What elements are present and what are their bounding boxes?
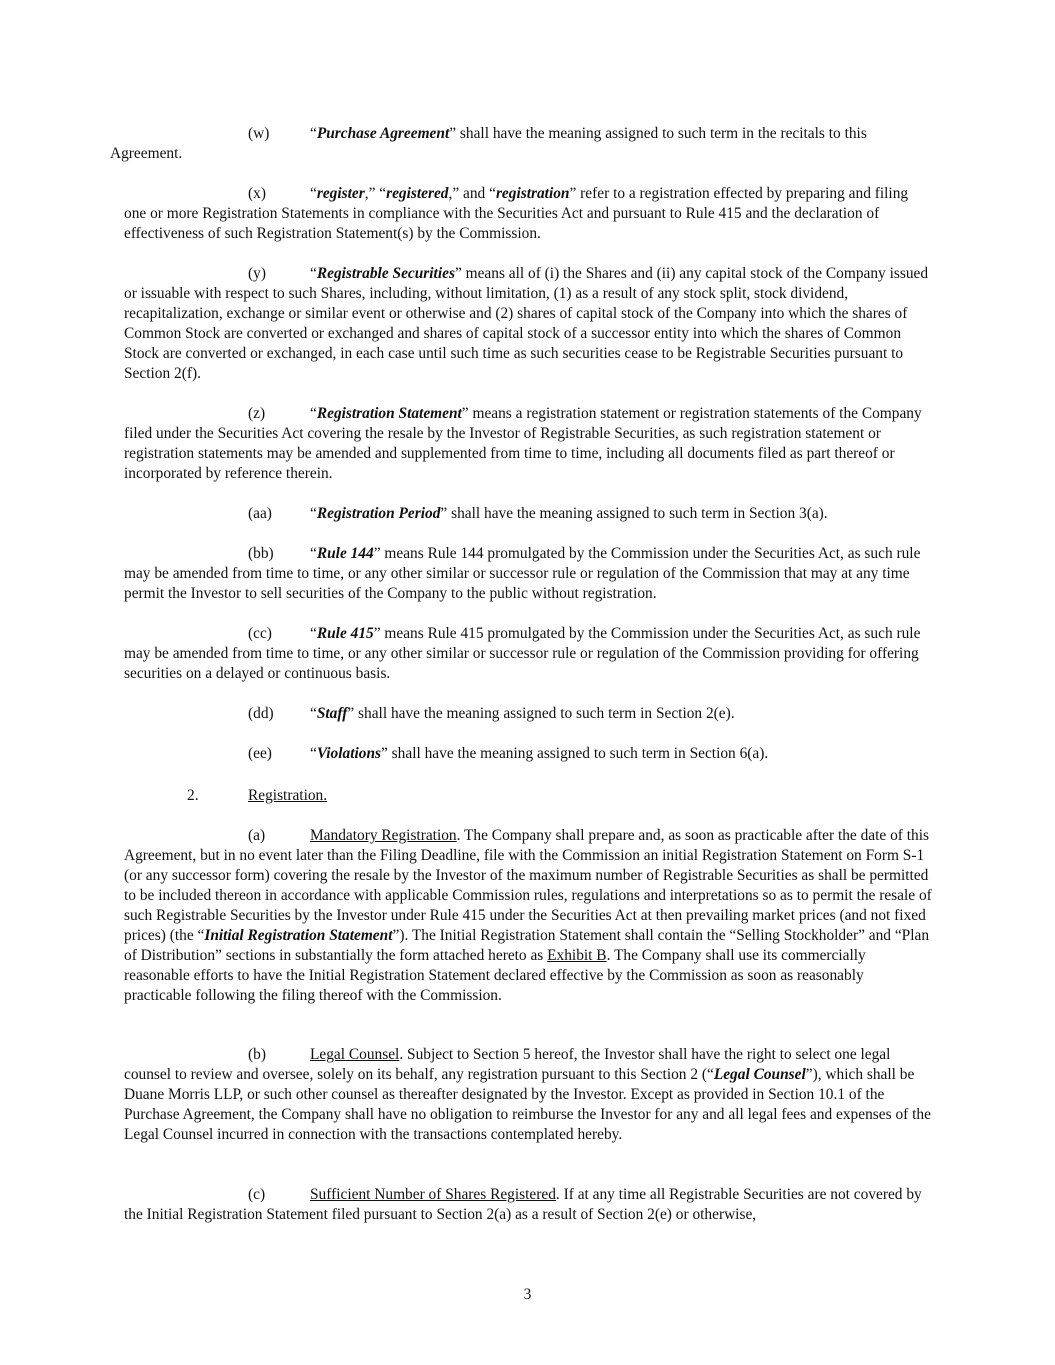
definition-text: ” refer to a registration effected by preparing and filing one or more Registration Statements in compliance with the Securities Act and pursuant to Rule 415 and the declaration of effectiveness of such Registration Statement(s) by the Commission. — [124, 185, 909, 242]
definition-text: ” shall have the meaning assigned to such term in Section 3(a). — [440, 505, 828, 522]
definition-w: (w) “Purchase Agreement” shall have the meaning assigned to such term in the recitals to this Agreement. — [110, 125, 867, 162]
term-separator: ,” and “ — [448, 185, 496, 202]
defined-term: registration — [495, 185, 570, 202]
definition-cc: (cc) “Rule 415” means Rule 415 promulgated by the Commission under the Securities Act, as such rule may be amended from time to time, or any other similar or successor rule or regulation of the Commission providing for offering securities on a delayed or continuous basis. — [124, 625, 921, 682]
page-number: 3 — [523, 1286, 532, 1303]
subsection-text: . The Company shall use its commercially reasonable efforts to have the Initial Registration Statement declared effective by the Commission as soon as reasonably practicable following the filing thereof with the Commission. — [124, 947, 866, 1004]
defined-term: Initial Registration Statement — [204, 927, 393, 944]
definition-label: (cc) — [248, 625, 272, 642]
defined-term: Registration Period — [316, 505, 441, 522]
subsection-text: . If at any time all Registrable Securities are not covered by the Initial Registration Statement filed pursuant to Section 2(a) as a result of Section 2(e) or otherwise, — [124, 1186, 922, 1223]
definition-text: ” shall have the meaning assigned to such term in Section 6(a). — [381, 745, 769, 762]
subsection-text: . The Company shall prepare and, as soon as practicable after the date of this Agreement, but in no event later than the Filing Deadline, file with the Commission an initial Registration Statement on Form S-1 (or any successor form) covering the resale by the Investor of the maximum number of Registrable Securities as shall be permitted to be included thereon in accordance with applicable Commission rules, regulations and interpretations so as to permit the resale of such Registrable Securities by the Investor under Rule 415 under the Securities Act at then prevailing market prices (and not fixed prices) (the “ — [124, 827, 932, 944]
defined-term: Registrable Securities — [316, 265, 455, 282]
subsection-heading: Sufficient Number of Shares Registered — [310, 1186, 556, 1203]
definition-text: ” means all of (i) the Shares and (ii) any capital stock of the Company issued or issuable with respect to such Shares, including, without limitation, (1) as a result of any stock split, stock dividend, recapitalization, exchange or similar event or otherwise and (2) shares of capital stock of the Company into which the shares of Common Stock are converted or exchanged and shares of capital stock of a successor entity into which the shares of Common Stock are converted or exchanged, in each case until such time as such securities cease to be Registrable Securities pursuant to Section 2(f). — [124, 265, 929, 382]
definition-text: ” means Rule 415 promulgated by the Commission under the Securities Act, as such rule may be amended from time to time, or any other similar or successor rule or regulation of the Commission providing for offering securities on a delayed or continuous basis. — [124, 625, 921, 682]
subsection-label: (c) — [248, 1186, 266, 1203]
defined-term: Violations — [316, 745, 381, 762]
section-heading — [187, 786, 327, 806]
definition-y: (y) “Registrable Securities” means all of (i) the Shares and (ii) any capital stock of the Company issued or issuable with respect to such Shares, including, without limitation, (1) as a result of any stock split, stock dividend, recapitalization, exchange or similar event or otherwise and (2) shares of capital stock of the Company into which the shares of Common Stock are converted or exchanged and shares of capital stock of a successor entity into which the shares of Common Stock are converted or exchanged, in each case until such time as such securities cease to be Registrable Securities pursuant to Section 2(f). — [124, 265, 929, 382]
defined-term: Rule 415 — [316, 625, 374, 642]
definition-label: (z) — [248, 405, 266, 422]
defined-term: Rule 144 — [316, 545, 374, 562]
subsection-a — [124, 826, 932, 1006]
definition-text: ” means a registration statement or registration statements of the Company filed under the Securities Act covering the resale by the Investor of Registrable Securities, as such registration statement or registration statements may be amended and supplemented from time to time, including all documents filed as part thereof or incorporated by reference therein. — [124, 405, 922, 482]
definition-label: (y) — [248, 265, 266, 282]
defined-term: register — [316, 185, 365, 202]
definition-dd: (dd) “Staff” shall have the meaning assigned to such term in Section 2(e). — [248, 705, 735, 722]
subsection-heading: Mandatory Registration — [310, 827, 457, 844]
subsection-b — [124, 1045, 932, 1145]
subsection-text: ”). The Initial Registration Statement shall contain the “Selling Stockholder” and “Plan of Distribution” sections in substantially the form attached hereto as — [124, 927, 930, 964]
term-separator: ,” “ — [364, 185, 387, 202]
definition-label: (bb) — [248, 545, 274, 562]
subsection-text: . Subject to Section 5 hereof, the Investor shall have the right to select one legal counsel to review and oversee, solely on its behalf, any registration pursuant to this Section 2 (“ — [124, 1046, 891, 1083]
subsection-text: ”), which shall be Duane Morris LLP, or such other counsel as thereafter designated by the Investor. Except as provided in Section 10.1 of the Purchase Agreement, the Company shall have no obligation to reimburse the Investor for any and all legal fees and expenses of the Legal Counsel incurred in connection with the transactions contemplated hereby. — [124, 1066, 931, 1143]
definition-bb: (bb) “Rule 144” means Rule 144 promulgated by the Commission under the Securities Act, as such rule may be amended from time to time, or any other similar or successor rule or regulation of the Commission that may at any time permit the Investor to sell securities of the Company to the public without registration. — [124, 545, 921, 602]
definition-aa: (aa) “Registration Period” shall have the meaning assigned to such term in Section 3(a). — [248, 505, 828, 522]
definition-label: (dd) — [248, 705, 274, 722]
defined-term: Legal Counsel — [713, 1066, 806, 1083]
definition-x: (x) “register,” “registered,” and “registration” refer to a registration effected by preparing and filing one or more Registration Statements in compliance with the Securities Act and pursuant to Rule 415 and the declaration of effectiveness of such Registration Statement(s) by the Commission. — [124, 185, 909, 242]
section-number: 2. — [187, 787, 199, 804]
definition-z: (z) “Registration Statement” means a registration statement or registration statements of the Company filed under the Securities Act covering the resale by the Investor of Registrable Securities, as such registration statement or registration statements may be amended and supplemented from time to time, including all documents filed as part thereof or incorporated by reference therein. — [124, 405, 922, 482]
defined-term: registered — [386, 185, 449, 202]
definition-ee: (ee) “Violations” shall have the meaning assigned to such term in Section 6(a). — [248, 745, 769, 762]
defined-term: Staff — [316, 705, 348, 722]
definition-label: (x) — [248, 185, 266, 202]
defined-term: Purchase Agreement — [316, 125, 450, 142]
definition-label: (aa) — [248, 505, 272, 522]
definition-text: ” shall have the meaning assigned to such term in the recitals to this Agreement. — [110, 125, 867, 162]
definition-text: ” shall have the meaning assigned to such term in Section 2(e). — [347, 705, 735, 722]
subsection-heading: Legal Counsel — [310, 1046, 400, 1063]
definition-label: (ee) — [248, 745, 272, 762]
subsection-label: (b) — [248, 1046, 266, 1063]
defined-term: Registration Statement — [316, 405, 462, 422]
subsection-label: (a) — [248, 827, 266, 844]
section-title: Registration. — [248, 787, 328, 804]
exhibit-reference: Exhibit B — [547, 947, 607, 964]
definition-label: (w) — [248, 125, 270, 142]
definition-text: ” means Rule 144 promulgated by the Commission under the Securities Act, as such rule may be amended from time to time, or any other similar or successor rule or regulation of the Commission that may at any time permit the Investor to sell securities of the Company to the public without registration. — [124, 545, 921, 602]
subsection-c — [124, 1185, 932, 1225]
